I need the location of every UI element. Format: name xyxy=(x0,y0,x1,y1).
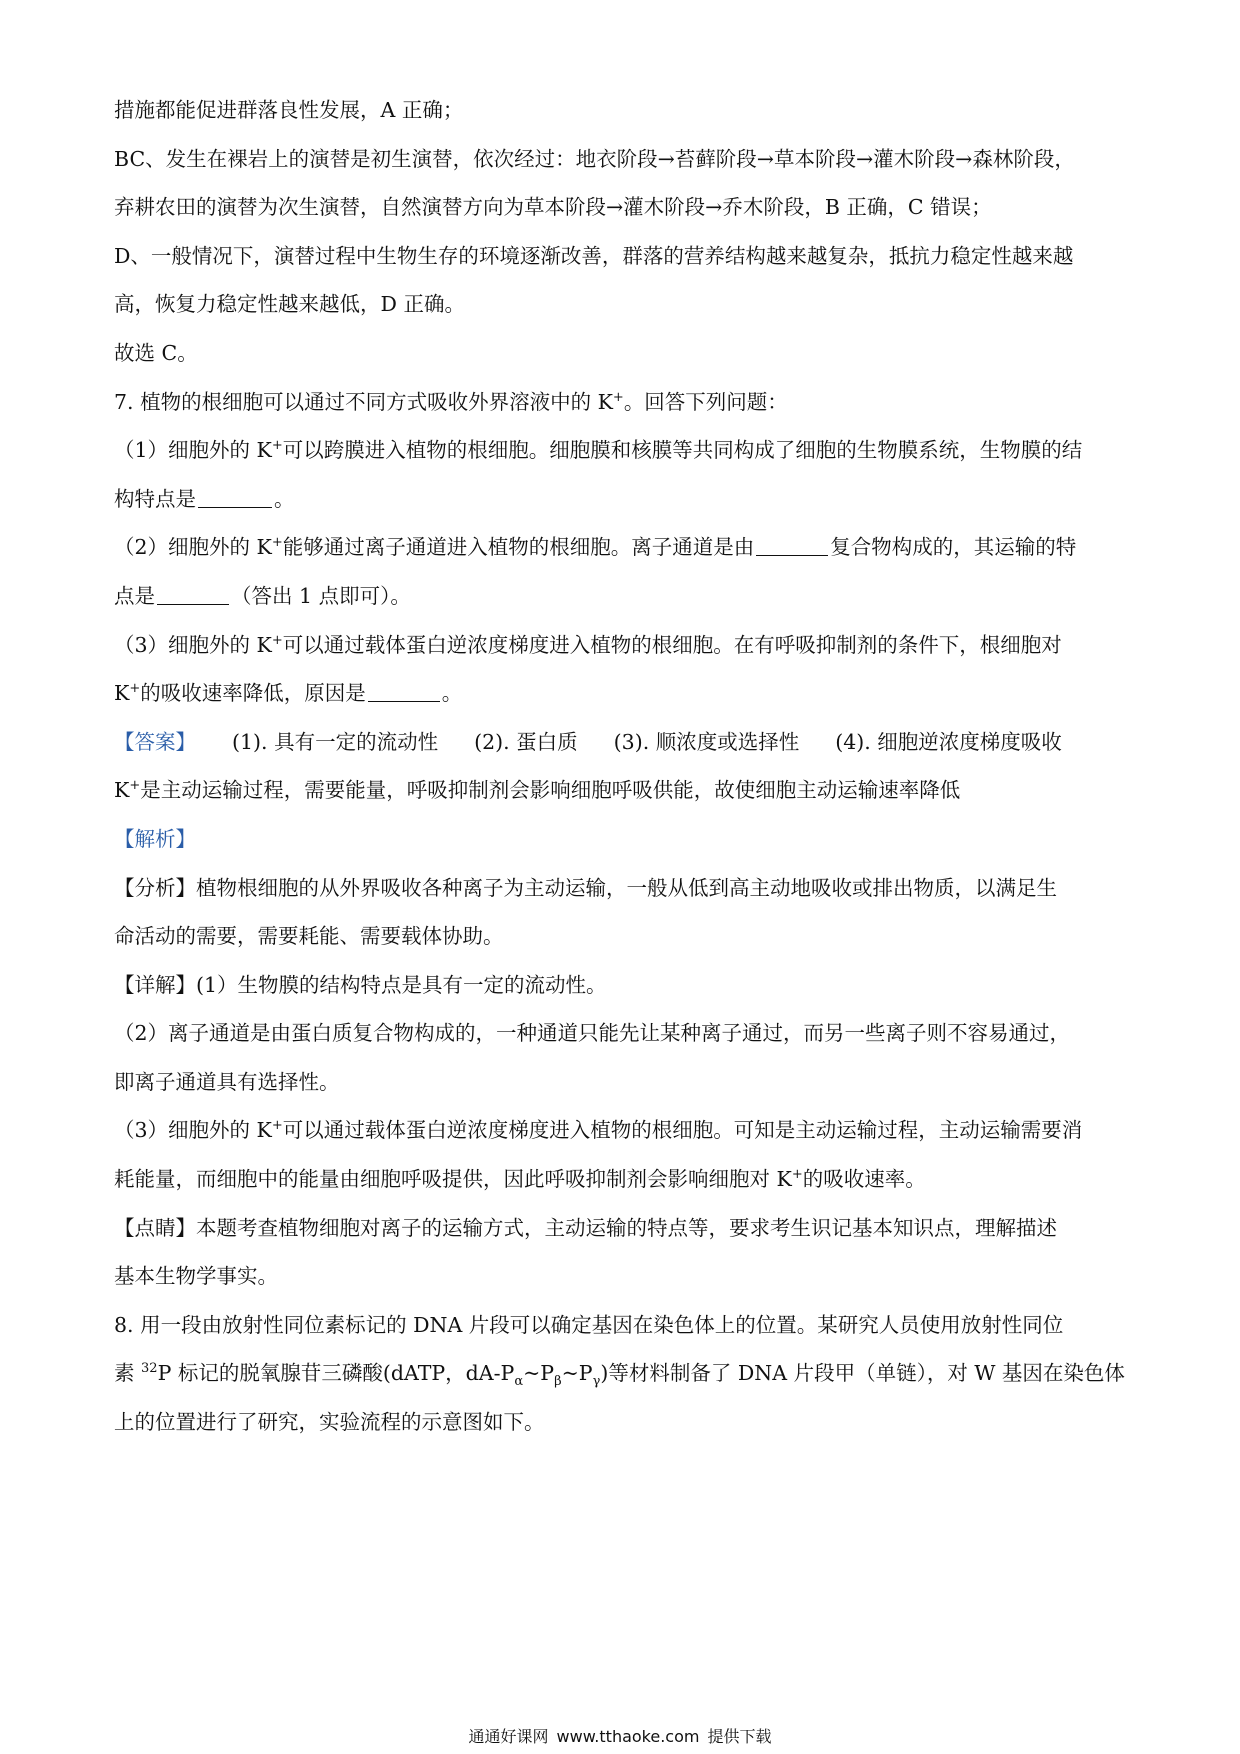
text: （3）细胞外的 K xyxy=(114,632,272,657)
text: （3）细胞外的 K xyxy=(114,1118,272,1143)
text: 能够通过离子通道进入植物的根细胞。离子通道是由 xyxy=(282,535,755,560)
answer-item: (3). 顺浓度或选择性 xyxy=(613,729,800,754)
text: 7. 植物的根细胞可以通过不同方式吸收外界溶液中的 K xyxy=(114,389,613,414)
text: 措施都能促进群落良性发展，A 正确； xyxy=(114,98,464,122)
question-7-part-3-cont xyxy=(114,679,1130,708)
text: 【分析】植物根细胞的从外界吸收各种离子为主动运输，一般从低到高主动地吸收或排出物质，以满足生 xyxy=(114,875,1057,900)
analysis-line xyxy=(114,874,1130,903)
answer-label: 【答案】 xyxy=(114,729,196,754)
text-line xyxy=(114,339,1130,368)
detail-line xyxy=(114,1165,1130,1194)
footer-url[interactable]: www.tthaoke.com xyxy=(556,1727,700,1746)
text-line xyxy=(114,242,1130,271)
superscript: + xyxy=(271,438,283,454)
superscript: 32 xyxy=(141,1361,158,1377)
text: K xyxy=(114,778,130,803)
text: )等材料制备了 DNA 片段甲（单链），对 W 基因在染色体 xyxy=(600,1361,1125,1386)
subscript: α xyxy=(514,1374,524,1389)
question-8-stem-cont xyxy=(114,1408,1130,1437)
text: P 标记的脱氧腺苷三磷酸(dATP，dA-P xyxy=(157,1361,515,1386)
analysis-heading xyxy=(114,825,1130,854)
text: 可以通过载体蛋白逆浓度梯度进入植物的根细胞。可知是主动运输过程，主动运输需要消 xyxy=(282,1118,1083,1143)
text: 耗能量，而细胞中的能量由细胞呼吸提供，因此呼吸抑制剂会影响细胞对 K xyxy=(114,1167,792,1192)
page-footer xyxy=(0,1726,1240,1748)
text: 基本生物学事实。 xyxy=(114,1264,278,1289)
commentary-line xyxy=(114,1262,1130,1291)
answer-line-cont xyxy=(114,776,1130,805)
question-7-part-1-cont xyxy=(114,485,1130,514)
text: （2）离子通道是由蛋白质复合物构成的，一种通道只能先让某种离子通过，而另一些离子则不容易通过， xyxy=(114,1021,1071,1046)
text: 弃耕农田的演替为次生演替，自然演替方向为草本阶段→灌木阶段→乔木阶段，B 正确，C 错误； xyxy=(114,195,992,220)
text: 即离子通道具有选择性。 xyxy=(114,1069,340,1094)
subscript: β xyxy=(554,1374,562,1389)
superscript: + xyxy=(129,681,141,697)
answer-item: (1). 具有一定的流动性 xyxy=(232,729,439,754)
analysis-label: 【解析】 xyxy=(114,826,196,851)
text: 可以通过载体蛋白逆浓度梯度进入植物的根细胞。在有呼吸抑制剂的条件下，根细胞对 xyxy=(282,632,1062,657)
text-line xyxy=(114,145,1130,174)
question-8-stem xyxy=(114,1311,1130,1340)
question-7-part-2-cont xyxy=(114,582,1130,611)
text: 的吸收速率降低，原因是 xyxy=(140,681,366,706)
answer-item: (4). 细胞逆浓度梯度吸收 xyxy=(835,729,1062,754)
detail-line xyxy=(114,971,1130,1000)
text: 高，恢复力稳定性越来越低，D 正确。 xyxy=(114,292,465,317)
text: 故选 C。 xyxy=(114,340,198,365)
text: 构特点是 xyxy=(114,486,196,511)
text: 素 xyxy=(114,1361,142,1386)
detail-line xyxy=(114,1068,1130,1097)
text-line xyxy=(114,290,1130,319)
superscript: + xyxy=(271,632,283,648)
text: 上的位置进行了研究，实验流程的示意图如下。 xyxy=(114,1410,545,1435)
footer-site: 通通好课网 xyxy=(468,1727,549,1746)
answer-item: (2). 蛋白质 xyxy=(474,729,578,754)
answer-line xyxy=(114,728,1130,757)
text: 点是 xyxy=(114,583,155,608)
question-7-part-1 xyxy=(114,436,1130,465)
superscript: + xyxy=(129,778,141,794)
answer-blank[interactable] xyxy=(368,681,440,702)
footer-note: 提供下载 xyxy=(707,1727,772,1746)
superscript: + xyxy=(791,1167,803,1183)
text: 复合物构成的，其运输的特 xyxy=(830,535,1077,560)
subscript: γ xyxy=(592,1374,601,1389)
text: K xyxy=(114,681,130,706)
superscript: + xyxy=(612,389,624,405)
analysis-line xyxy=(114,922,1130,951)
text: 可以跨膜进入植物的根细胞。细胞膜和核膜等共同构成了细胞的生物膜系统，生物膜的结 xyxy=(282,438,1083,463)
text-line xyxy=(114,96,1130,125)
text: 命活动的需要，需要耗能、需要载体协助。 xyxy=(114,924,504,949)
question-8-stem-cont xyxy=(114,1359,1130,1388)
question-7-part-3 xyxy=(114,631,1130,660)
answer-blank[interactable] xyxy=(198,487,272,508)
question-7-part-2 xyxy=(114,533,1130,562)
superscript: + xyxy=(271,1118,283,1134)
text: D、一般情况下，演替过程中生物生存的环境逐渐改善，群落的营养结构越来越复杂，抵抗力稳定性越来越 xyxy=(114,243,1074,268)
detail-line xyxy=(114,1019,1130,1048)
text: ~P xyxy=(561,1361,593,1386)
detail-line xyxy=(114,1116,1130,1145)
text: （2）细胞外的 K xyxy=(114,535,272,560)
text: 。 xyxy=(441,681,463,706)
answer-blank[interactable] xyxy=(157,584,229,605)
text: BC、发生在裸岩上的演替是初生演替，依次经过：地衣阶段→苔藓阶段→草本阶段→灌木阶段→森林阶段， xyxy=(114,146,1075,171)
question-7-stem xyxy=(114,388,1130,417)
superscript: + xyxy=(271,535,283,551)
text: （1）细胞外的 K xyxy=(114,438,272,463)
text: 。回答下列问题： xyxy=(623,389,788,414)
text: 。 xyxy=(274,486,295,511)
answer-blank[interactable] xyxy=(756,535,828,556)
text: 是主动运输过程，需要能量，呼吸抑制剂会影响细胞呼吸供能，故使细胞主动运输速率降低 xyxy=(140,778,961,803)
text: 【详解】(1）生物膜的结构特点是具有一定的流动性。 xyxy=(114,972,607,997)
text-line xyxy=(114,193,1130,222)
commentary-line xyxy=(114,1214,1130,1243)
text: 【点睛】本题考查植物细胞对离子的运输方式，主动运输的特点等，要求考生识记基本知识点，理解描述 xyxy=(114,1215,1057,1240)
text: （答出 1 点即可）。 xyxy=(231,583,411,608)
text: 的吸收速率。 xyxy=(802,1167,926,1192)
text: 8. 用一段由放射性同位素标记的 DNA 片段可以确定基因在染色体上的位置。某研究人员使用放射性同位 xyxy=(114,1312,1064,1337)
text: ~P xyxy=(523,1361,555,1386)
document-body xyxy=(114,96,1130,1457)
